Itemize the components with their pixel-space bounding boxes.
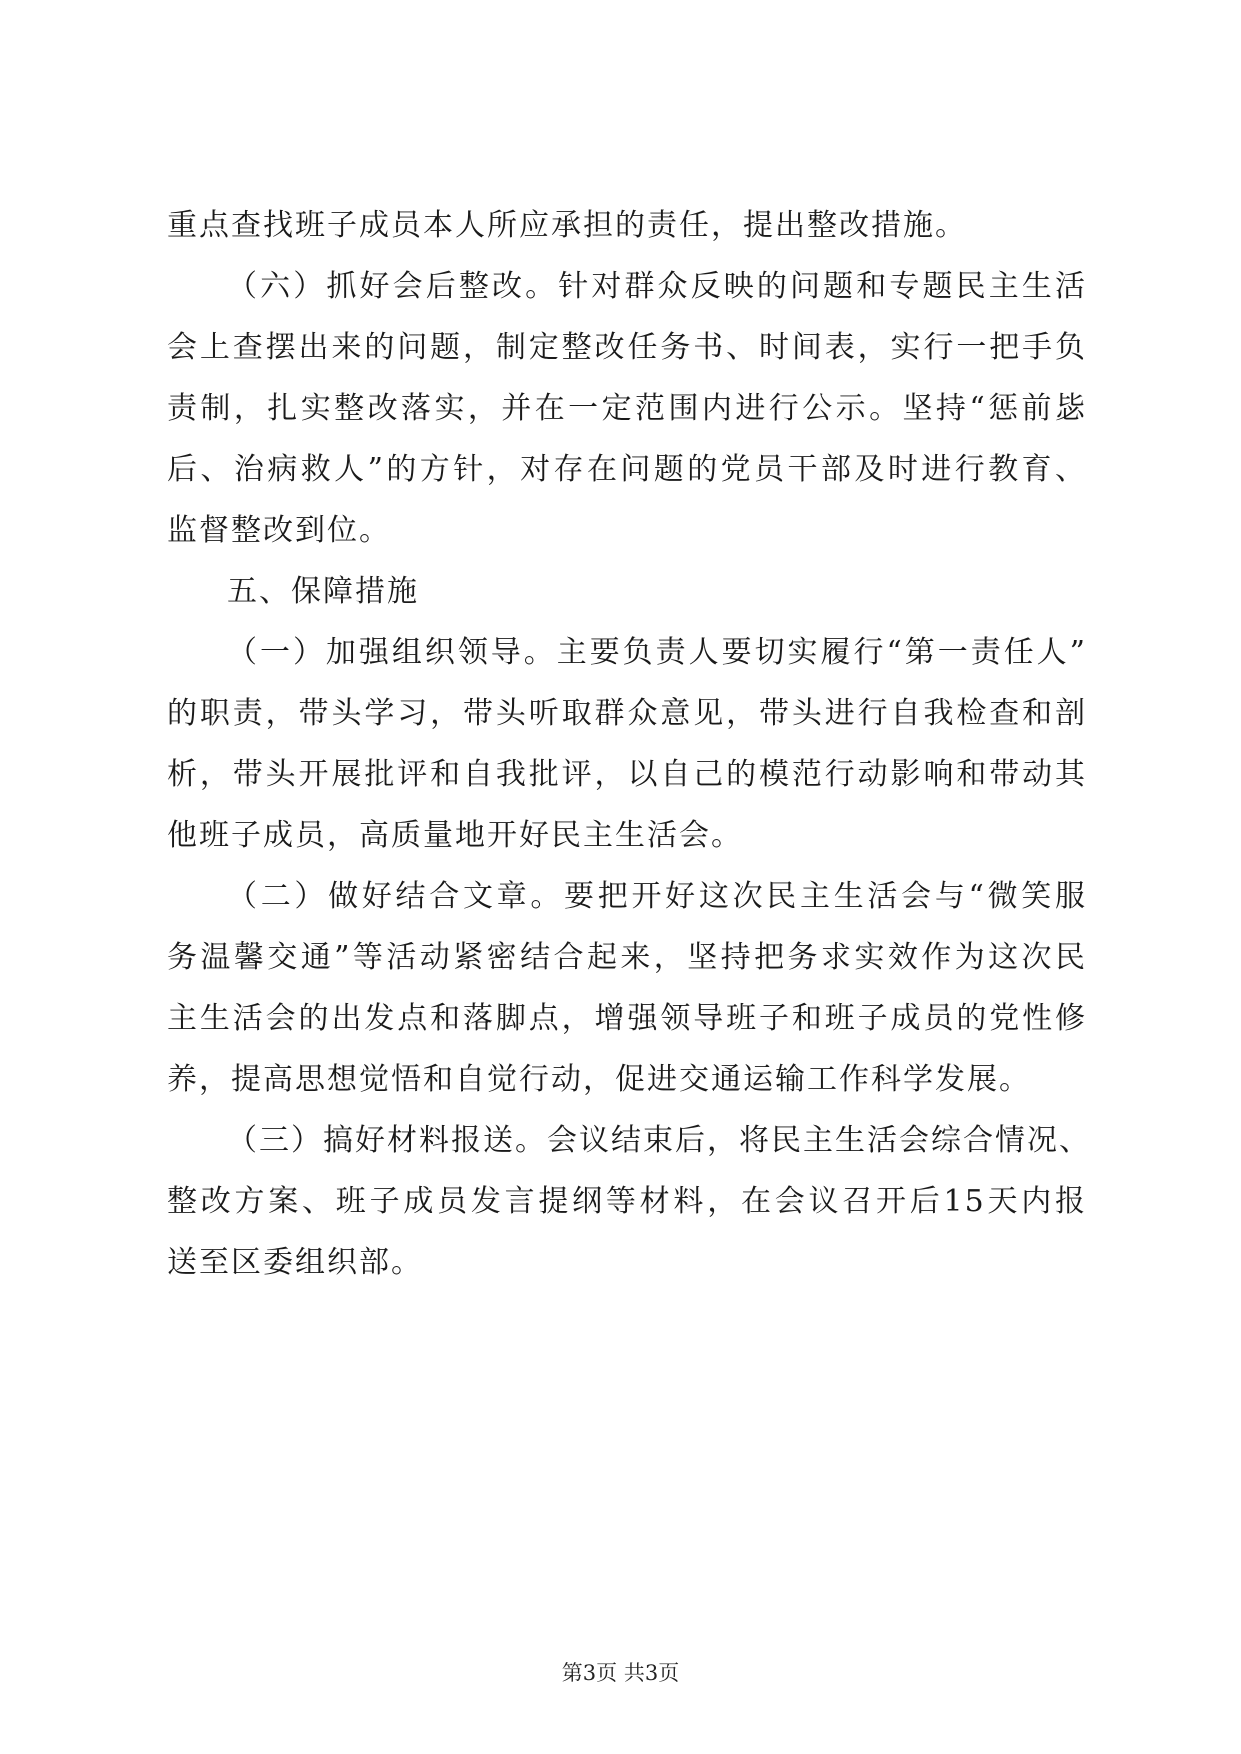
text-line: （三）搞好材料报送。会议结束后，将民主生活会综合情况、 (227, 1123, 1091, 1158)
text-line: 的职责，带头学习，带头听取群众意见，带头进行自我检查和剖 (167, 696, 1087, 731)
text-line: 会上查摆出来的问题，制定整改任务书、时间表，实行一把手负 (167, 330, 1087, 365)
text-line: 他班子成员，高质量地开好民主生活会。 (167, 818, 743, 853)
section-heading: 五、保障措施 (227, 574, 419, 609)
document-body (167, 195, 1091, 1293)
text-line: （一）加强组织领导。主要负责人要切实履行“第一责任人” (227, 635, 1087, 670)
text-line: 监督整改到位。 (167, 513, 391, 548)
text-line: 析，带头开展批评和自我批评，以自己的模范行动影响和带动其 (167, 757, 1087, 792)
text-line: （二）做好结合文章。要把开好这次民主生活会与“微笑服 (227, 879, 1087, 914)
text-line: 后、治病救人”的方针，对存在问题的党员干部及时进行教育、 (167, 452, 1087, 487)
text-line: 主生活会的出发点和落脚点，增强领导班子和班子成员的党性修 (167, 1001, 1087, 1036)
text-line: 责制，扎实整改落实，并在一定范围内进行公示。坚持“惩前毖 (167, 391, 1087, 426)
page-number-footer: 第3页 共3页 (561, 1661, 680, 1685)
text-line: 整改方案、班子成员发言提纲等材料，在会议召开后15天内报 (167, 1184, 1087, 1219)
text-line: 重点查找班子成员本人所应承担的责任，提出整改措施。 (167, 208, 967, 243)
text-line: 送至区委组织部。 (167, 1245, 423, 1280)
text-line: 养，提高思想觉悟和自觉行动，促进交通运输工作科学发展。 (167, 1062, 1031, 1097)
text-line: 务温馨交通”等活动紧密结合起来，坚持把务求实效作为这次民 (167, 940, 1087, 975)
text-line: （六）抓好会后整改。针对群众反映的问题和专题民主生活 (227, 269, 1087, 304)
